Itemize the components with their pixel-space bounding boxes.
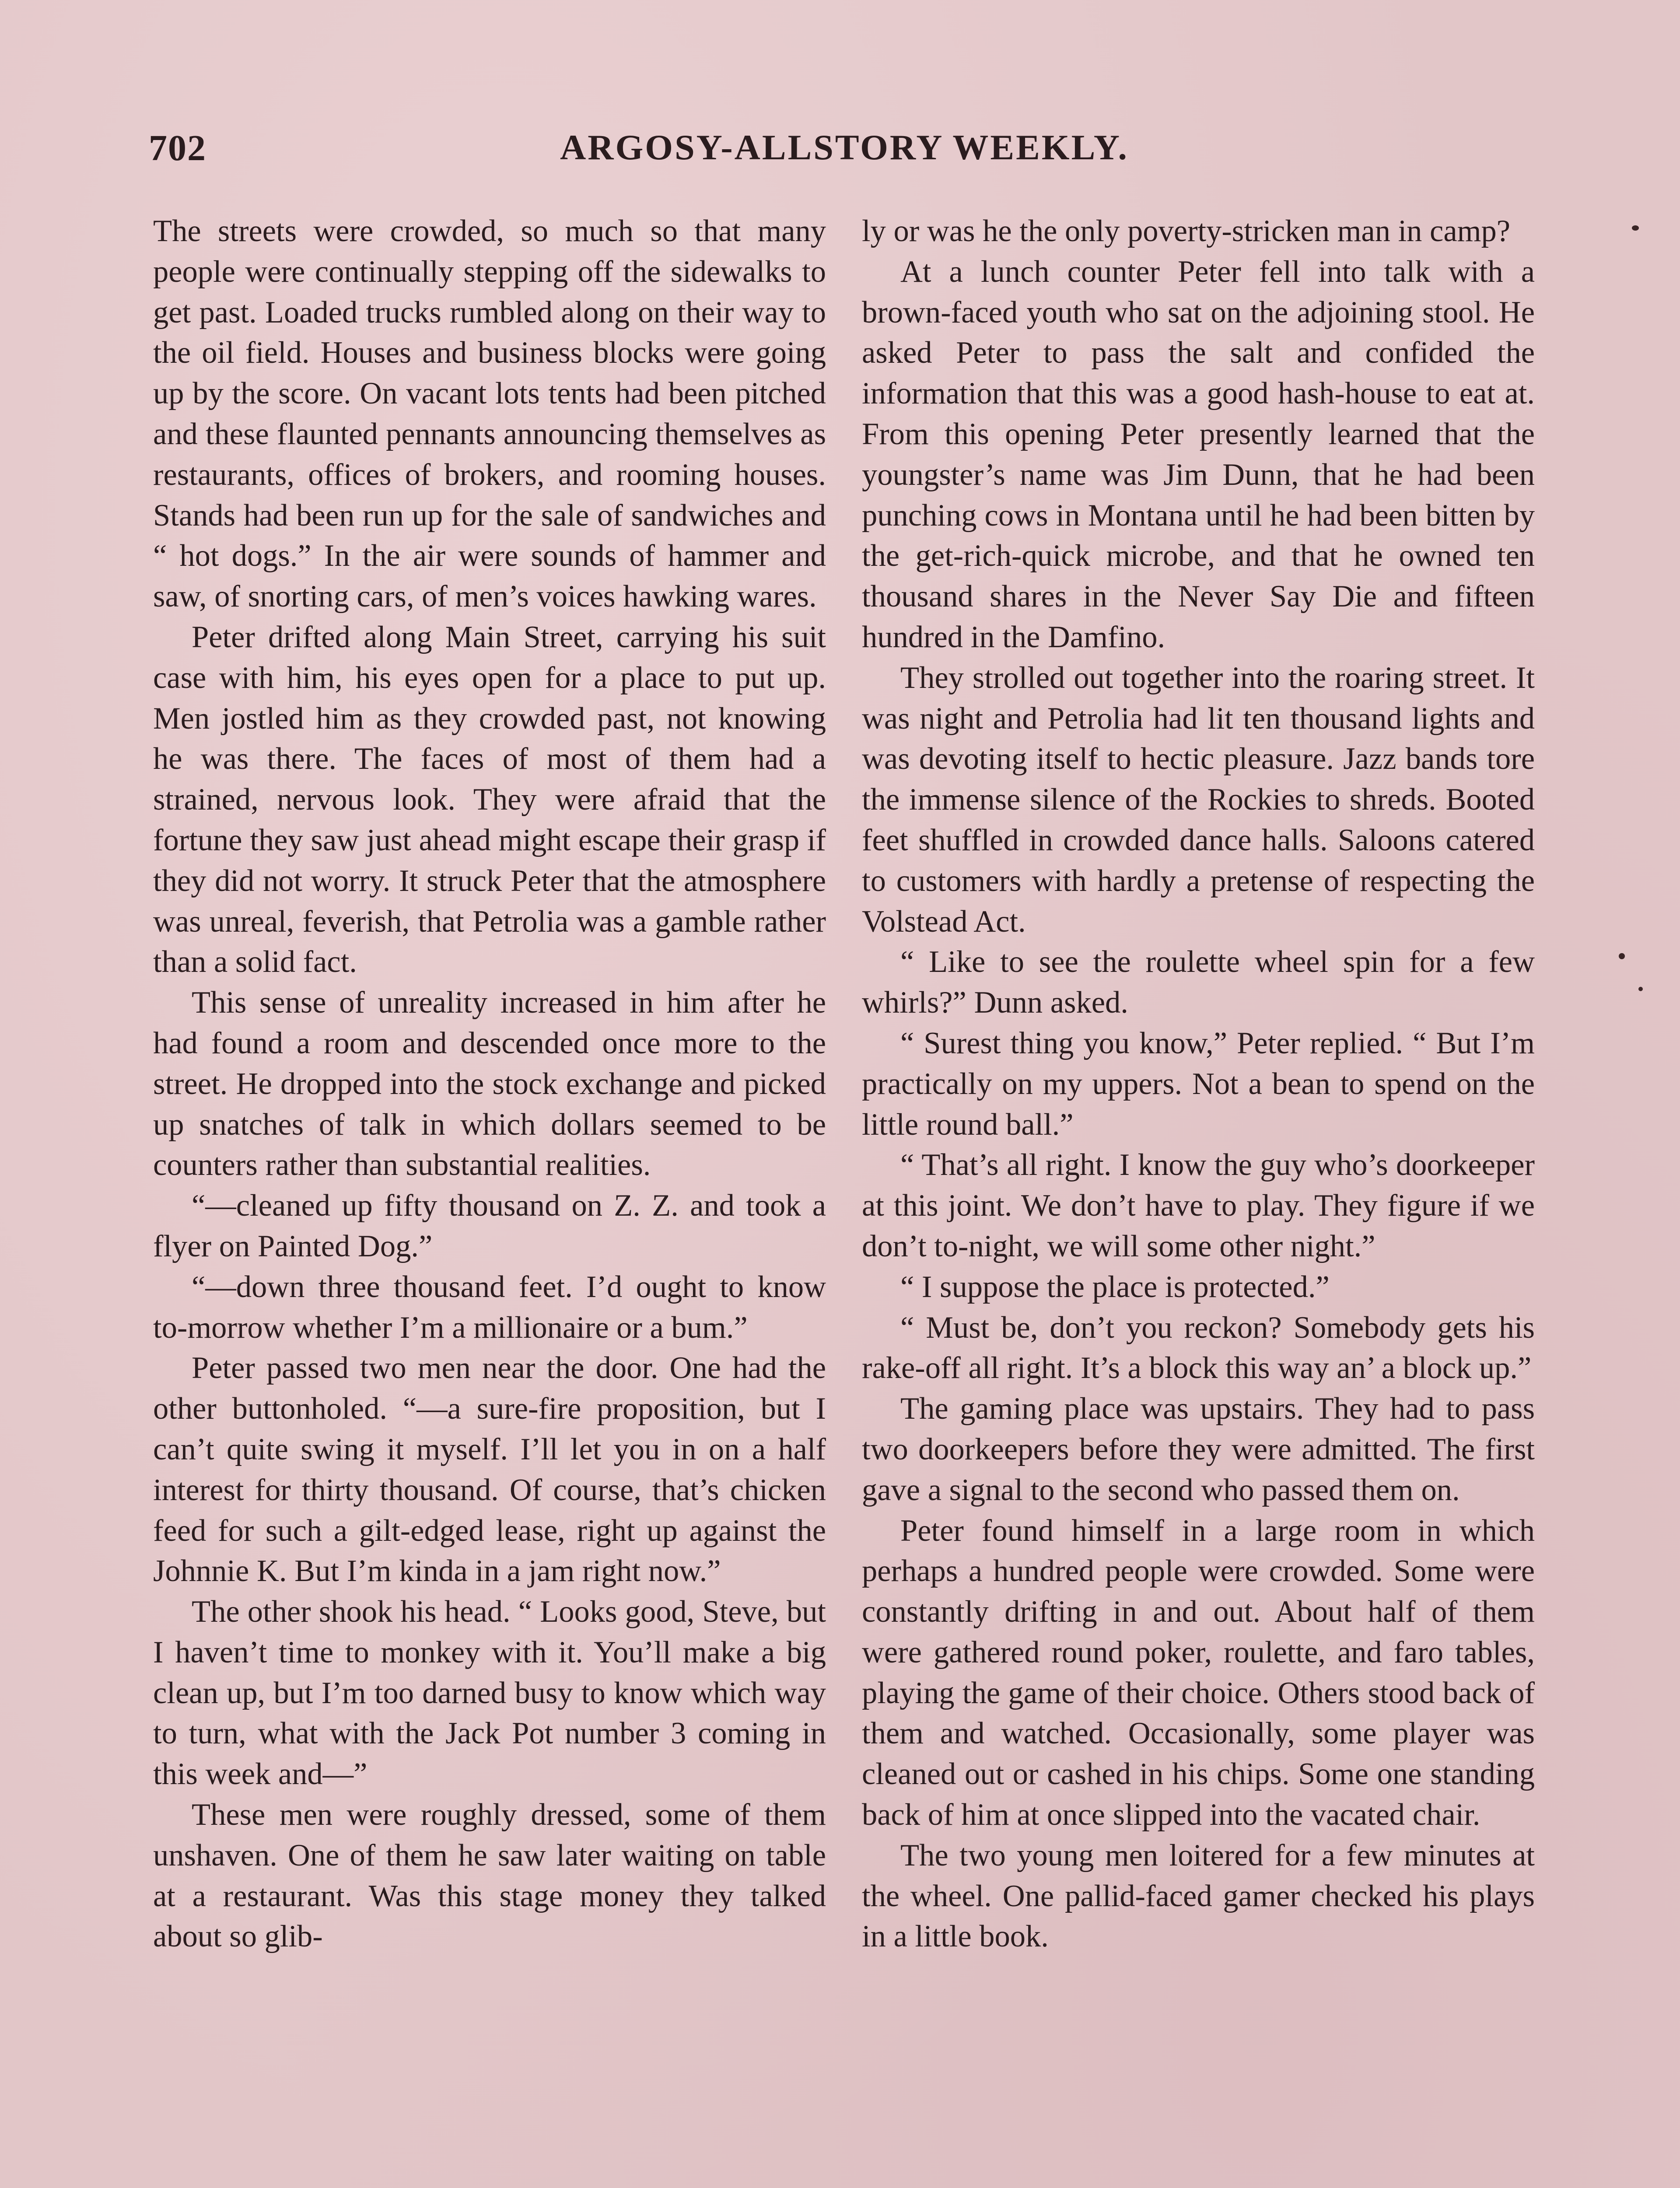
paragraph: Peter drifted along Main Street, carrying his suit case with him, his eyes open for a place to put up. Men jostled him as they crowded past, not knowing he was there. The faces of most of them had a strained, nervous look. They were afraid that the fortune they saw just ahead might escape their grasp if they did not worry. It struck Peter that the atmosphere was unreal, feverish, that Petrolia was a gamble rather than a solid fact. xyxy=(153,620,826,979)
paragraph: “ I suppose the place is protected.” xyxy=(900,1269,1330,1304)
paragraph: “—down three thousand feet. I’d ought to know to-morrow whether I’m a millionaire or a bum.” xyxy=(153,1269,826,1345)
paragraph: At a lunch counter Peter fell into talk with a brown-faced youth who sat on the adjoining stool. He asked Peter to pass the salt and confided the information that this was a good hash-house to eat at. From this opening Peter presently learned that the youngster’s name was Jim Dunn, that he had been punching cows in Montana until he had been bitten by the get-rich-quick microbe, and that he owned ten thousand shares in the Never Say Die and fifteen hundred in the Damfino. xyxy=(862,254,1535,654)
right-column xyxy=(862,211,1535,2188)
paragraph: The gaming place was upstairs. They had to pass two doorkeepers before they were admitted. The first gave a signal to the second who passed them on. xyxy=(862,1392,1535,1507)
paragraph: Peter found himself in a large room in which perhaps a hundred people were crowded. Some were constantly drifting in and out. About half of them were gathered round poker, roulette, and faro tables, playing the game of their choice. Others stood back of them and watched. Occasionally, some player was cleaned out or cashed in his chips. Some one standing back of him at once slipped into the vacated chair. xyxy=(862,1513,1535,1832)
left-column xyxy=(153,211,826,2188)
paragraph: Peter passed two men near the door. One had the other buttonholed. “—a sure-fire proposition, but I can’t quite swing it myself. I’ll let you in on a half interest for thirty thousand. Of course, that’s chicken feed for such a gilt-edged lease, right up against the Johnnie K. But I’m kinda in a jam right now.” xyxy=(153,1351,826,1588)
paragraph: The two young men loitered for a few minutes at the wheel. One pallid-faced gamer checked his plays in a little book. xyxy=(862,1838,1535,1954)
paragraph: This sense of unreality increased in him after he had found a room and descended once more to the street. He dropped into the stock exchange and picked up snatches of talk in which dollars seemed to be counters rather than substantial realities. xyxy=(153,985,826,1182)
running-head: ARGOSY-ALLSTORY WEEKLY. xyxy=(560,127,1129,167)
paragraph: The streets were crowded, so much so that many people were continually stepping off the sidewalks to get past. Loaded trucks rumbled along on their way to the oil field. Houses and business blocks were going up by the score. On vacant lots tents had been pitched and these flaunted pennants announcing themselves as restaurants, offices of brokers, and rooming houses. Stands had been run up for the sale of sandwiches and “ hot dogs.” In the air were sounds of hammer and saw, of snorting cars, of men’s voices hawking wares. xyxy=(153,214,826,614)
paper-speck xyxy=(1638,987,1643,991)
paper-speck xyxy=(1632,225,1639,231)
paragraph: These men were roughly dressed, some of them unshaven. One of them he saw later waiting on table at a restaurant. Was this stage money they talked about so glib- xyxy=(153,1798,826,1954)
paragraph: The other shook his head. “ Looks good, Steve, but I haven’t time to monkey with it. You’ll make a big clean up, but I’m too darned busy to know which way to turn, what with the Jack Pot number 3 coming in this week and—” xyxy=(153,1595,826,1792)
paper-speck xyxy=(1619,953,1625,959)
page-number: 702 xyxy=(149,128,206,168)
paragraph: They strolled out together into the roaring street. It was night and Petrolia had lit ten thousand lights and was devoting itself to hectic pleasure. Jazz bands tore the immense silence of the Rockies to shreds. Booted feet shuffled in crowded dance halls. Saloons catered to customers with hardly a pretense of respecting the Volstead Act. xyxy=(862,660,1535,939)
page-header xyxy=(149,127,1540,179)
paragraph: “ That’s all right. I know the guy who’s doorkeeper at this joint. We don’t have to play. They figure if we don’t to-night, we will some other night.” xyxy=(862,1148,1535,1263)
paragraph: “ Surest thing you know,” Peter replied. “ But I’m practically on my uppers. Not a bean to spend on the little round ball.” xyxy=(862,1026,1535,1142)
paragraph: “ Like to see the roulette wheel spin for a few whirls?” Dunn asked. xyxy=(862,945,1535,1020)
paragraph: “ Must be, don’t you reckon? Somebody gets his rake-off all right. It’s a block this way an’ a block up.” xyxy=(862,1310,1535,1385)
paragraph-continuation: ly or was he the only poverty-stricken man in camp? xyxy=(862,214,1511,248)
paragraph: “—cleaned up fifty thousand on Z. Z. and took a flyer on Painted Dog.” xyxy=(153,1189,826,1263)
